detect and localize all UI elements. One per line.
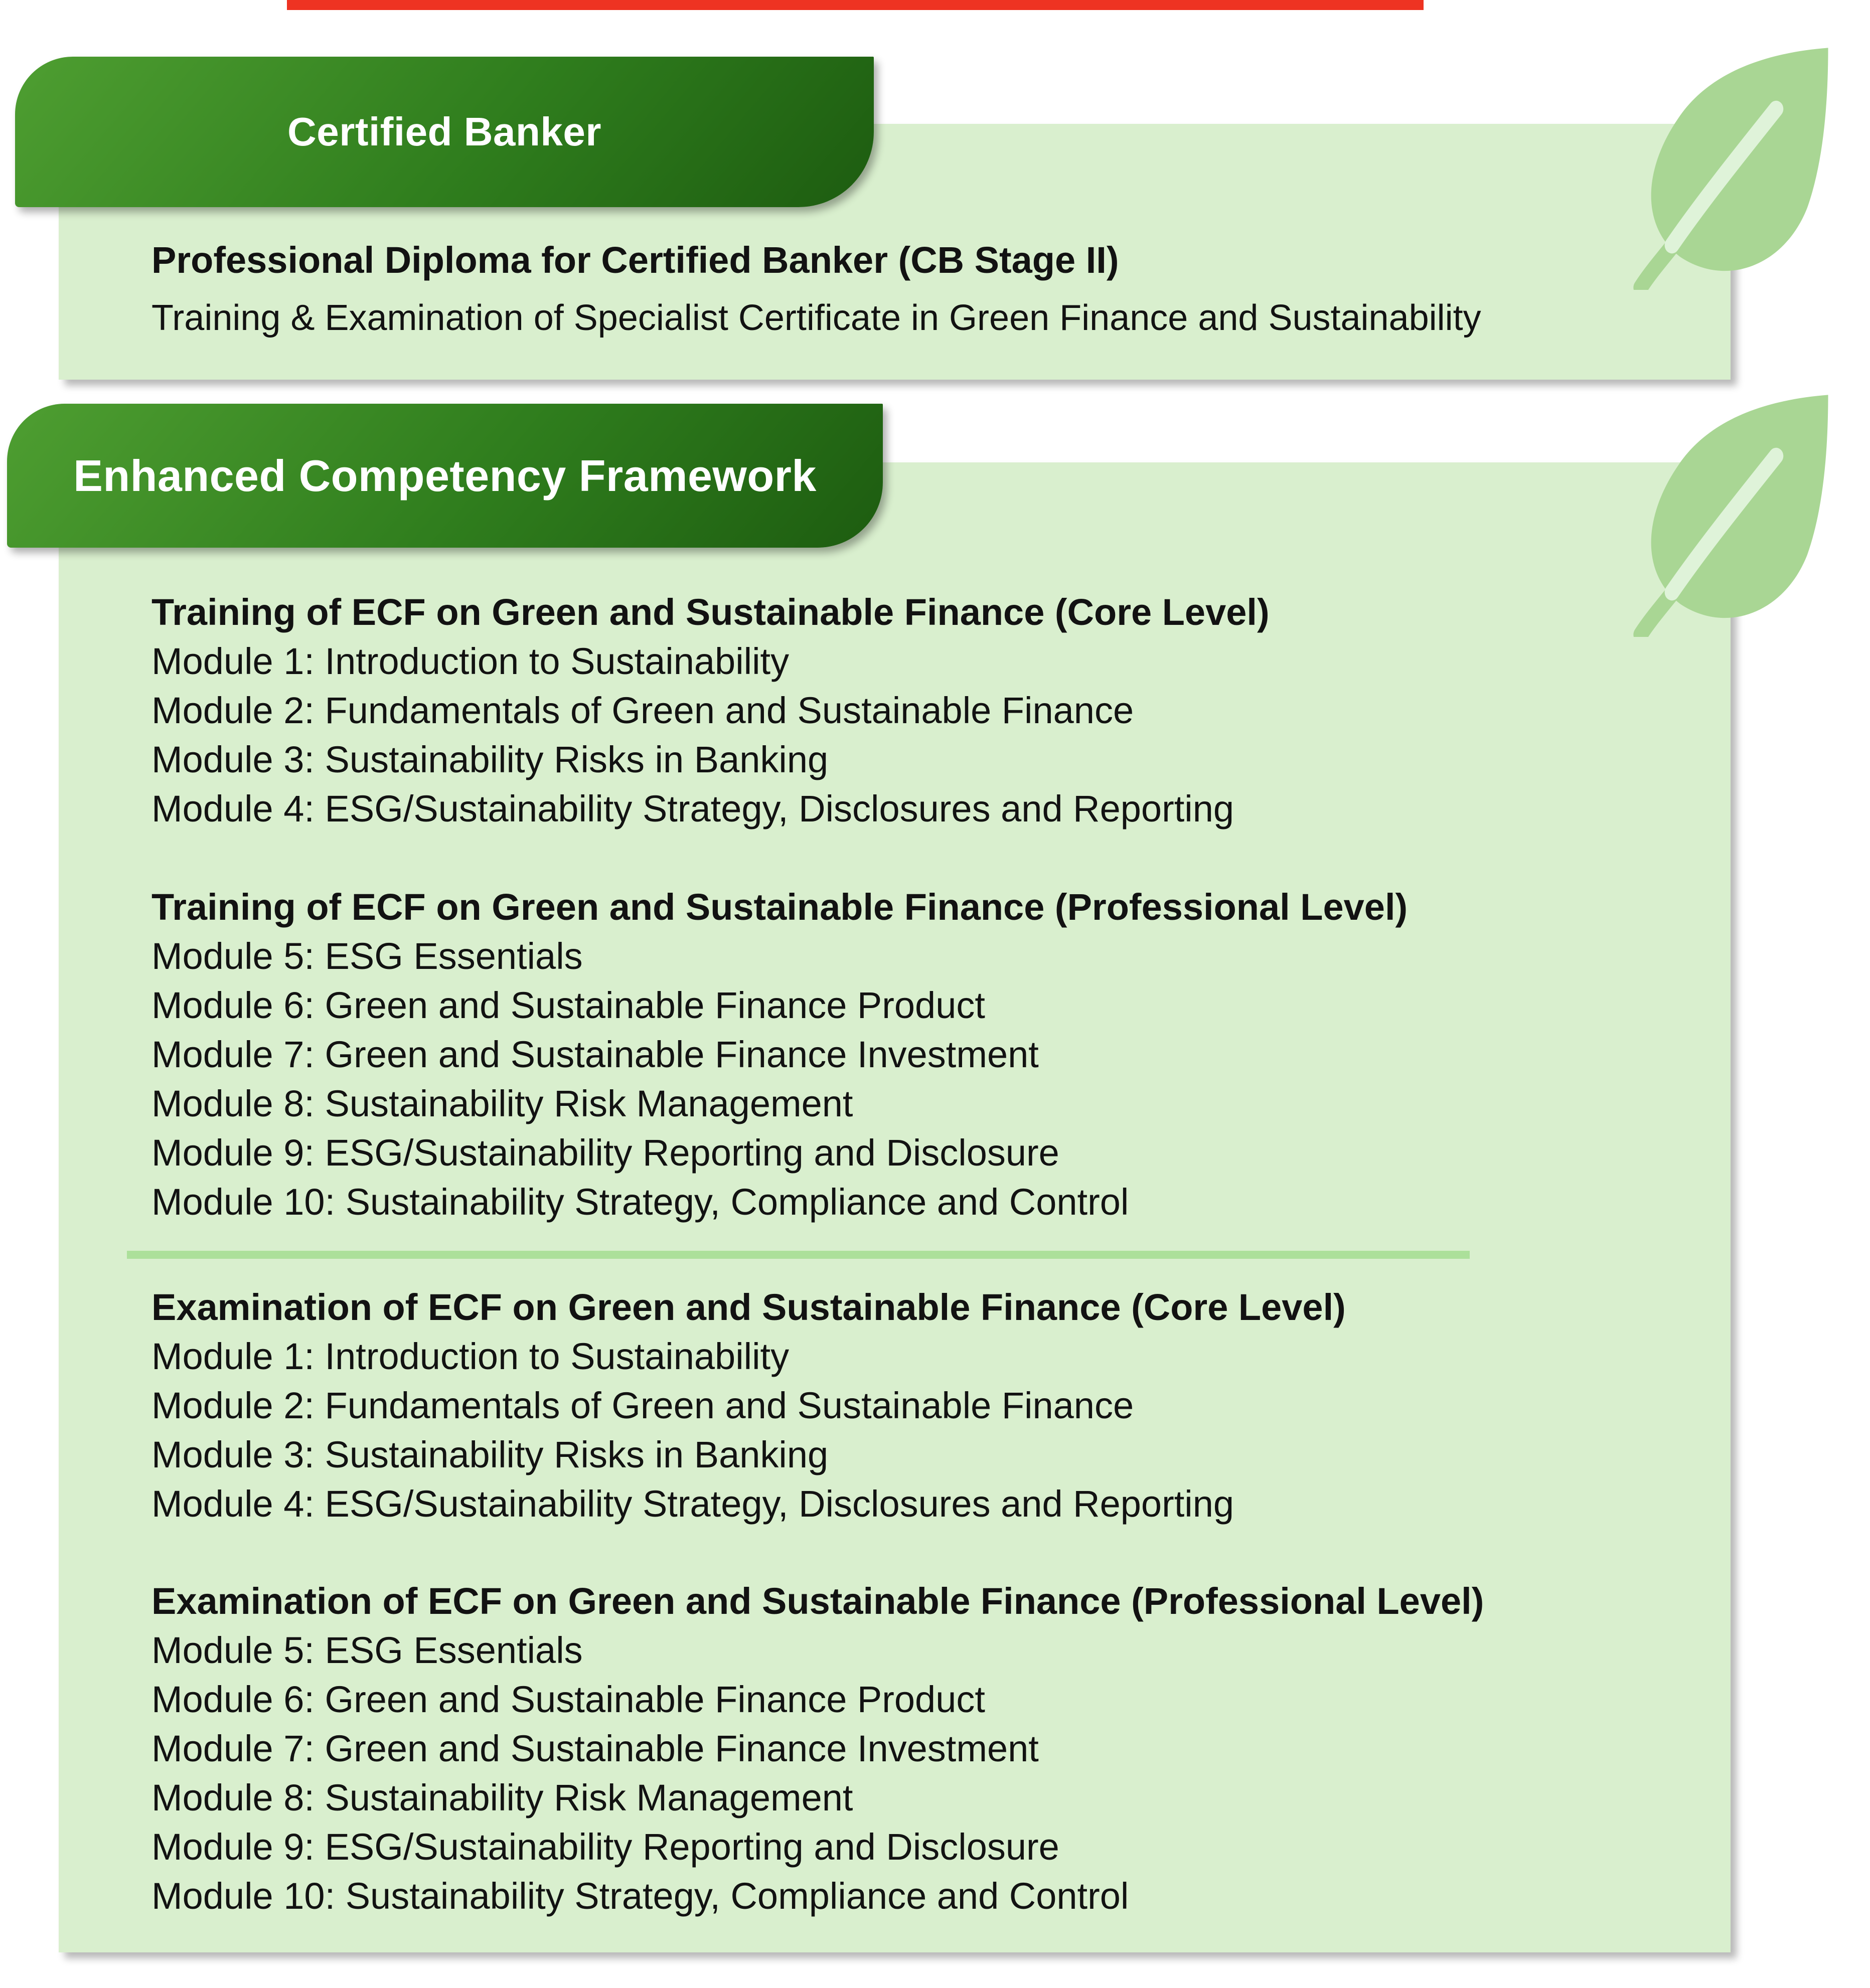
module-item: Module 9: ESG/Sustainability Reporting and Disclosure: [151, 1132, 1059, 1174]
module-item: Module 10: Sustainability Strategy, Compliance and Control: [151, 1181, 1129, 1223]
module-item: Module 1: Introduction to Sustainability: [151, 1336, 790, 1377]
module-item: Module 2: Fundamentals of Green and Sustainable Finance: [151, 1385, 1134, 1426]
ecf-training-core-block: [151, 588, 1680, 834]
top-red-bar: [287, 0, 1424, 10]
module-item: Module 7: Green and Sustainable Finance Investment: [151, 1728, 1039, 1769]
leaf-icon: [1601, 43, 1834, 290]
certified-banker-banner: [15, 57, 874, 207]
certified-banker-banner-title: Certified Banker: [287, 109, 601, 154]
ecf-card: [59, 462, 1731, 1952]
ecf-training-core-modules: [151, 637, 1680, 834]
ecf-banner: [7, 404, 883, 548]
ecf-training-professional-heading: Training of ECF on Green and Sustainable Finance (Professional Level): [151, 886, 1408, 928]
module-item: Module 3: Sustainability Risks in Banking: [151, 1434, 829, 1475]
cb-diploma-subheading: Training & Examination of Specialist Certificate in Green Finance and Sustainability: [151, 298, 1481, 338]
module-item: Module 3: Sustainability Risks in Banking: [151, 739, 829, 780]
ecf-banner-title: Enhanced Competency Framework: [73, 450, 817, 501]
module-item: Module 6: Green and Sustainable Finance Product: [151, 1679, 985, 1720]
module-item: Module 4: ESG/Sustainability Strategy, Disclosures and Reporting: [151, 1483, 1234, 1525]
ecf-exam-professional-heading: Examination of ECF on Green and Sustainable Finance (Professional Level): [151, 1580, 1484, 1622]
ecf-exam-core-block: [151, 1283, 1680, 1529]
ecf-training-professional-modules: [151, 932, 1680, 1227]
module-item: Module 5: ESG Essentials: [151, 1629, 583, 1671]
certified-banker-card-text: [151, 236, 1670, 343]
module-item: Module 2: Fundamentals of Green and Sustainable Finance: [151, 690, 1134, 731]
ecf-exam-professional-block: [151, 1577, 1680, 1921]
ecf-exam-professional-modules: [151, 1626, 1680, 1921]
module-item: Module 9: ESG/Sustainability Reporting and Disclosure: [151, 1826, 1059, 1868]
module-item: Module 6: Green and Sustainable Finance Product: [151, 984, 985, 1026]
ecf-training-core-heading: Training of ECF on Green and Sustainable Finance (Core Level): [151, 591, 1270, 633]
cb-diploma-heading: Professional Diploma for Certified Banker (CB Stage II): [151, 239, 1119, 281]
module-item: Module 4: ESG/Sustainability Strategy, Disclosures and Reporting: [151, 788, 1234, 830]
module-item: Module 7: Green and Sustainable Finance Investment: [151, 1034, 1039, 1075]
module-item: Module 1: Introduction to Sustainability: [151, 640, 790, 682]
ecf-exam-core-modules: [151, 1332, 1680, 1529]
section-divider: [127, 1251, 1470, 1259]
module-item: Module 5: ESG Essentials: [151, 935, 583, 977]
module-item: Module 10: Sustainability Strategy, Compliance and Control: [151, 1875, 1129, 1917]
ecf-training-professional-block: [151, 883, 1680, 1227]
module-item: Module 8: Sustainability Risk Management: [151, 1777, 853, 1818]
module-item: Module 8: Sustainability Risk Management: [151, 1083, 853, 1124]
leaf-icon: [1601, 390, 1834, 637]
ecf-exam-core-heading: Examination of ECF on Green and Sustainable Finance (Core Level): [151, 1286, 1346, 1328]
